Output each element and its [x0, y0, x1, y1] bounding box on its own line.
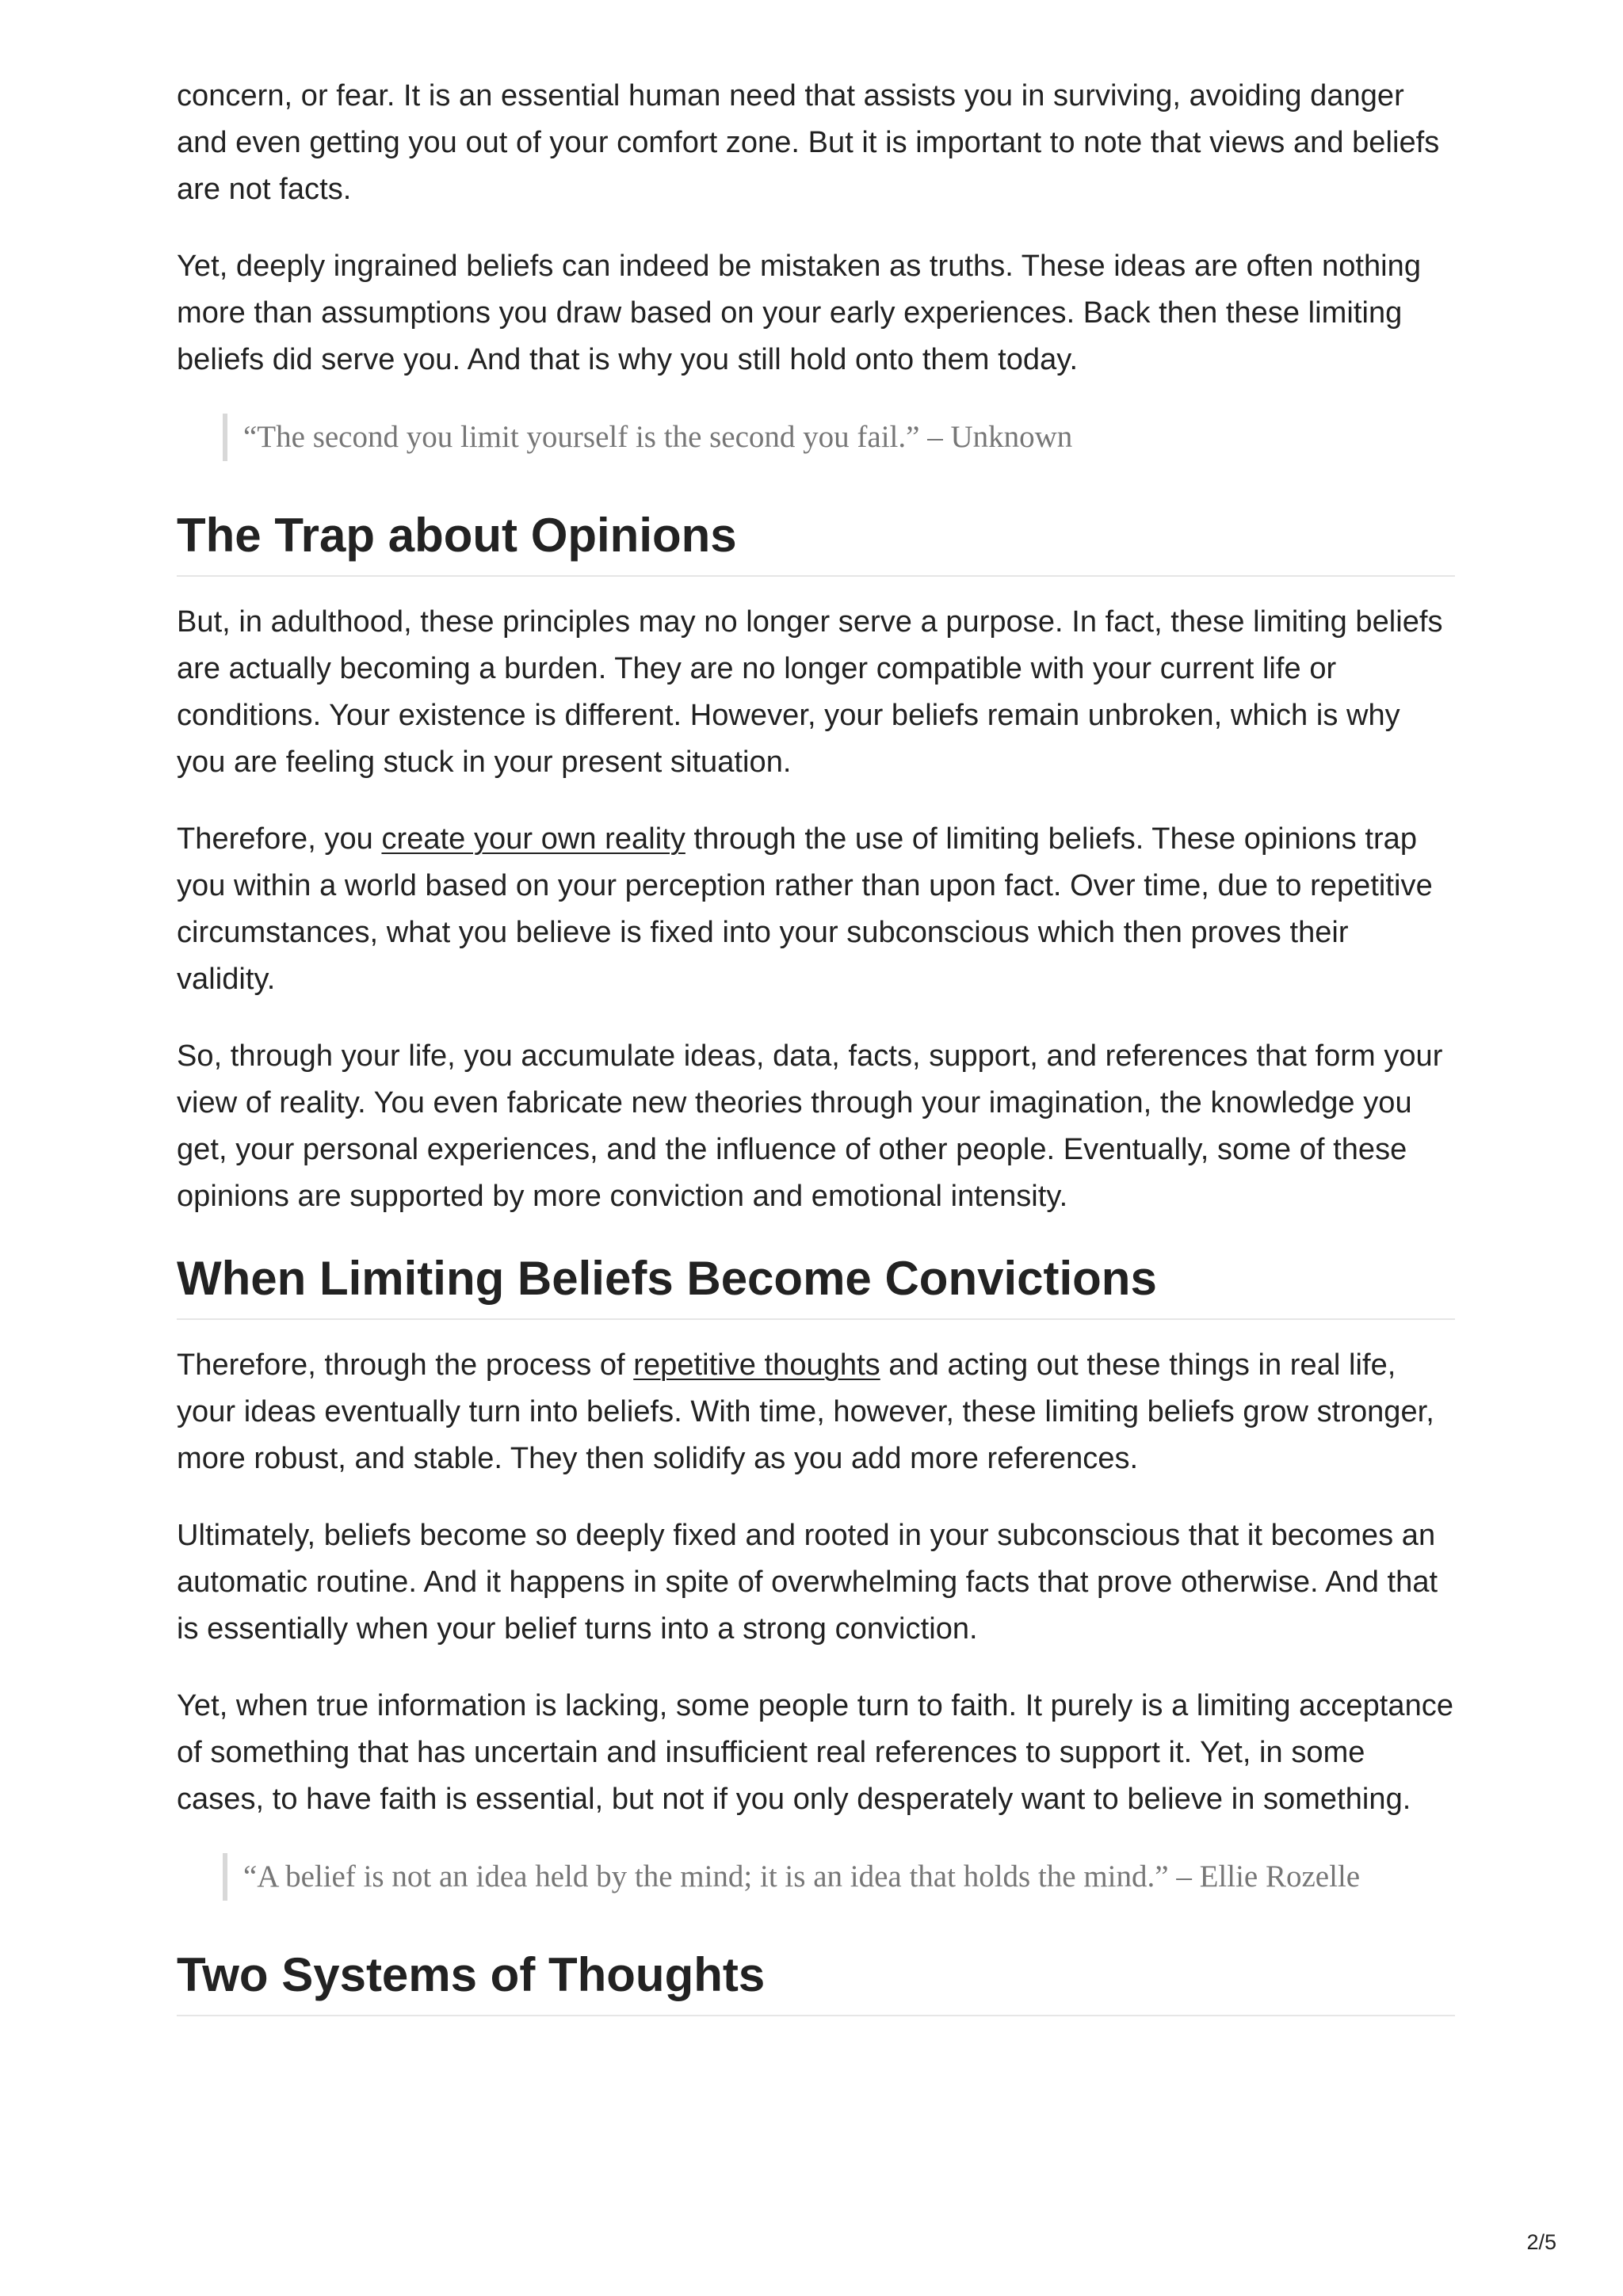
section-heading-limiting-beliefs-convictions: When Limiting Beliefs Become Convictions — [177, 1250, 1455, 1320]
paragraph: Yet, deeply ingrained beliefs can indeed be mistaken as truths. These ideas are often nothing more than assumptions you draw based on your early experiences. Back then these limiting beliefs did serve you. And that is why you still hold onto them today. — [177, 250, 1422, 376]
paragraph-text: and acting out these things in real life, your ideas eventually turn into beliefs. With time, however, these limiting beliefs grow stronger, more robust, and stable. They then solidify as you add more references. — [177, 1348, 1434, 1475]
paragraph: So, through your life, you accumulate ideas, data, facts, support, and references that form your view of reality. You even fabricate new theories through your imagination, the knowledge you get, your personal experiences, and the influence of other people. Eventually, some of these opinions are supported by more conviction and emotional intensity. — [177, 1039, 1443, 1213]
paragraph-text: Therefore, through the process of — [177, 1348, 634, 1382]
paragraph: But, in adulthood, these principles may no longer serve a purpose. In fact, these limiting beliefs are actually becoming a burden. They are no longer compatible with your current life or conditions. Your existence is different. However, your beliefs remain unbroken, which is why you are feeling stuck in your present situation. — [177, 605, 1443, 779]
page-number: 2/5 — [1526, 2230, 1556, 2254]
section-heading-trap-about-opinions: The Trap about Opinions — [177, 507, 1455, 577]
paragraph-text: Therefore, you — [177, 822, 382, 856]
paragraph: concern, or fear. It is an essential human need that assists you in surviving, avoiding danger and even getting you out of your comfort zone. But it is important to note that views and beliefs are not facts. — [177, 79, 1440, 206]
blockquote: “A belief is not an idea held by the mind; it is an idea that holds the mind.” – Ellie Rozelle — [223, 1853, 1455, 1901]
repetitive-thoughts-link[interactable]: repetitive thoughts — [633, 1348, 880, 1382]
paragraph-with-link — [177, 1342, 1455, 1482]
blockquote: “The second you limit yourself is the second you fail.” – Unknown — [223, 414, 1455, 461]
article-body — [177, 73, 1455, 2039]
paragraph-with-link — [177, 816, 1455, 1003]
paragraph-text: through the use of limiting beliefs. These opinions trap you within a world based on your perception rather than upon fact. Over time, due to repetitive circumstances, what you believe is fixed into your subconscious which then proves their validity. — [177, 822, 1433, 996]
section-heading-two-systems-of-thoughts: Two Systems of Thoughts — [177, 1947, 1455, 2016]
create-your-own-reality-link[interactable]: create your own reality — [381, 822, 685, 856]
paragraph: Ultimately, beliefs become so deeply fixed and rooted in your subconscious that it becomes an automatic routine. And it happens in spite of overwhelming facts that prove otherwise. And that is essentially when your belief turns into a strong conviction. — [177, 1519, 1438, 1646]
paragraph: Yet, when true information is lacking, some people turn to faith. It purely is a limiting acceptance of something that has uncertain and insufficient real references to support it. Yet, in some cases, to have faith is essential, but not if you only desperately want to believe in something. — [177, 1689, 1453, 1816]
